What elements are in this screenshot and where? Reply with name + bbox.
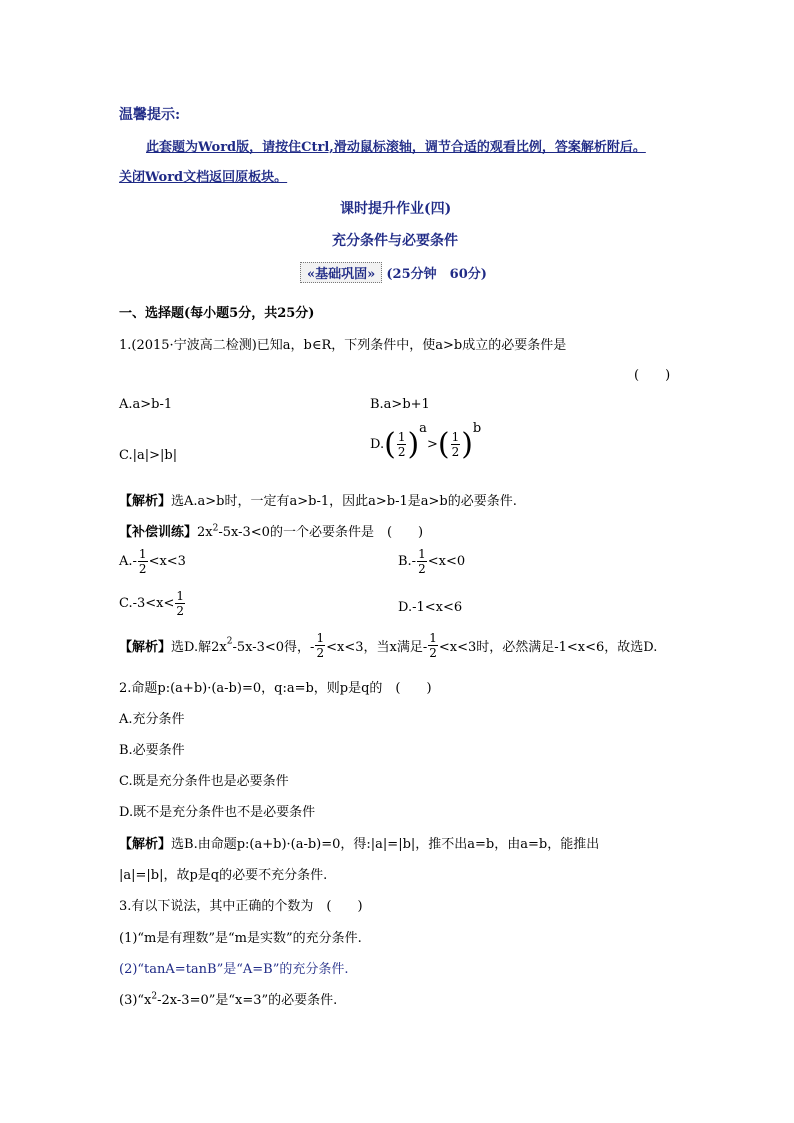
q1-option-b: B.a>b+1: [370, 397, 430, 412]
supp-analysis-p2: -5x-3<0得，-: [232, 640, 315, 655]
q2-option-d: D.既不是充分条件也不是必要条件: [119, 805, 316, 820]
supp-analysis-sup: 2: [226, 636, 233, 647]
supp-a-prefix: A.-: [119, 554, 137, 569]
supp-b-suffix: <x<0: [427, 554, 466, 569]
supp-stem: [119, 521, 423, 540]
q2-stem: 2.命题p:(a+b)·(a-b)=0，q:a=b，则p是q的 ( ): [119, 681, 432, 696]
supp-a-suffix: <x<3: [148, 554, 186, 569]
supp-option-b: [398, 548, 465, 575]
q3-s3-sup: 2: [151, 991, 158, 1002]
analysis-tag: 【解析】: [119, 640, 172, 655]
q1-d-prefix: D.: [370, 437, 385, 452]
analysis-tag: 【解析】: [119, 494, 172, 509]
q3-statement-3: [119, 989, 337, 1008]
supp-analysis-p4: <x<3时，必然满足-1<x<6，故选D.: [438, 640, 658, 655]
section-heading: 一、选择题(每小题5分，共25分): [119, 306, 315, 321]
supp-b-den: 2: [418, 562, 426, 576]
q1-analysis-text: 选A.a>b时，一定有a>b-1，因此a>b-1是a>b的必要条件.: [171, 494, 517, 509]
supp-analysis-num2: 1: [429, 631, 437, 645]
q1-d-exp-a: a: [419, 421, 427, 436]
q2-analysis-line-2: |a|=|b|，故p是q的必要不充分条件.: [119, 868, 328, 883]
tip-line-1: 此套题为Word版，请按住Ctrl,滑动鼠标滚轴，调节合适的观看比例，答案解析附后。: [146, 140, 646, 155]
time-score: (25分钟 60分): [386, 267, 487, 282]
supp-option-d: D.-1<x<6: [398, 600, 463, 615]
supp-option-a: [119, 548, 186, 575]
q2-option-b: B.必要条件: [119, 743, 185, 758]
supp-c-den: 2: [176, 604, 185, 618]
supp-analysis-num1: 1: [316, 631, 325, 645]
q1-option-d: D.( $\frac{1}{2}$ )a>( $\frac{1}{2}$ )b: [370, 421, 482, 462]
q1-option-c: C.|a|>|b|: [119, 448, 178, 463]
supp-analysis: [119, 632, 657, 659]
supp-analysis-p3: <x<3，当x满足-: [326, 640, 428, 655]
q3-statement-1: (1)“m是有理数”是“m是实数”的充分条件.: [119, 931, 362, 946]
q2-analysis-line-1: [119, 833, 599, 852]
page-subtitle: 充分条件与必要条件: [332, 233, 458, 249]
tip-line-2: 关闭Word文档返回原板块。: [119, 170, 288, 185]
supp-analysis-den2: 2: [429, 646, 437, 660]
q2-option-a: A.充分条件: [119, 712, 185, 727]
section-badge-row: [300, 262, 487, 283]
q1-option-a: A.a>b-1: [119, 397, 173, 412]
section-badge: «基础巩固»: [300, 262, 382, 283]
q1-d-num-b: 1: [451, 430, 460, 444]
supp-a-den: 2: [138, 562, 147, 576]
q1-paren: ( ): [634, 368, 671, 383]
page-title: 课时提升作业(四): [340, 201, 452, 217]
supp-c-num: 1: [176, 589, 185, 603]
q2-option-c: C.既是充分条件也是必要条件: [119, 774, 289, 789]
q3-s3-post: -2x-3=0”是“x=3”的必要条件.: [157, 993, 338, 1008]
q1-d-den-a: 2: [397, 445, 406, 459]
supp-stem-sup: 2: [212, 523, 219, 534]
supp-a-num: 1: [138, 547, 147, 561]
q1-d-exp-b: b: [472, 421, 482, 436]
supp-c-prefix: C.-3<x<: [119, 596, 175, 611]
supp-tag: 【补偿训练】: [119, 525, 198, 540]
q1-d-gt: >: [426, 437, 438, 452]
supp-stem-post: -5x-3<0的一个必要条件是 ( ): [218, 525, 424, 540]
q1-analysis: [119, 490, 517, 509]
supp-option-c: [119, 590, 186, 617]
q3-stem: 3.有以下说法，其中正确的个数为 ( ): [119, 899, 363, 914]
q3-statement-2: (2)“tanA=tanB”是“A=B”的充分条件.: [119, 962, 349, 977]
supp-stem-pre: 2x: [197, 525, 213, 540]
supp-b-prefix: B.-: [398, 554, 417, 569]
q1-stem: 1.(2015·宁波高二检测)已知a，b∈R，下列条件中，使a>b成立的必要条件是: [119, 338, 567, 353]
analysis-tag: 【解析】: [119, 837, 172, 852]
supp-analysis-den1: 2: [316, 646, 325, 660]
supp-analysis-p1: 选D.解2x: [171, 640, 227, 655]
supp-b-num: 1: [418, 547, 426, 561]
q1-d-num-a: 1: [397, 430, 406, 444]
q1-d-den-b: 2: [451, 445, 460, 459]
q3-s3-pre: (3)“x: [119, 993, 152, 1008]
tip-title: 温馨提示:: [119, 107, 181, 123]
q2-analysis-l1: 选B.由命题p:(a+b)·(a-b)=0，得:|a|=|b|，推不出a=b，由a=b，能推出: [171, 837, 600, 852]
